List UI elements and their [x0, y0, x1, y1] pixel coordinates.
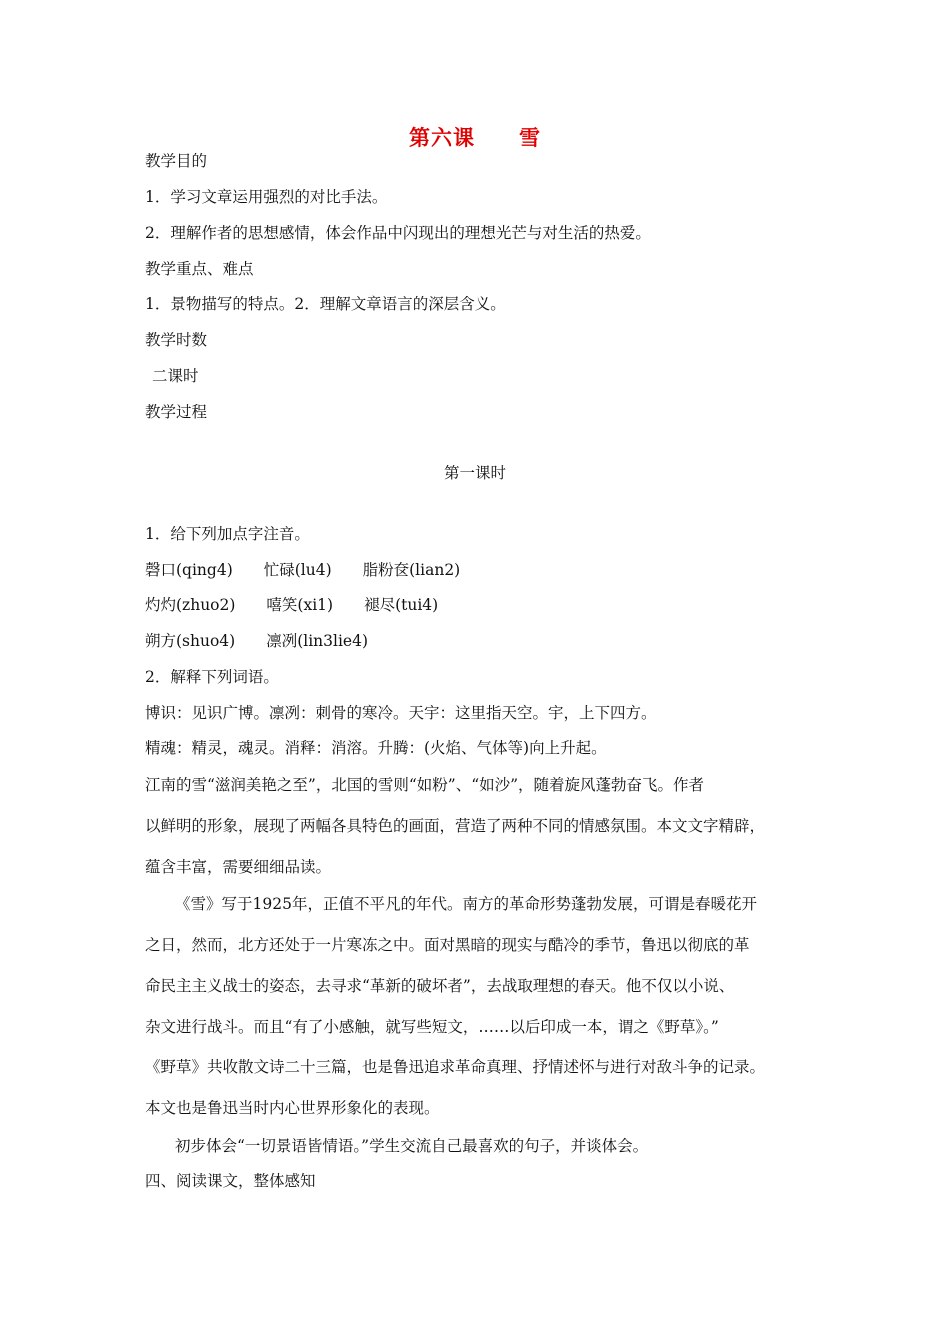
hours-heading: 教学时数	[145, 331, 208, 349]
para-2-line-5: 《野草》共收散文诗二十三篇，也是鲁迅追求革命真理、抒情述怀与进行对敌斗争的记录。	[145, 1058, 766, 1076]
pinyin-row-2: 灼灼(zhuo2) 嘻笑(xi1) 褪尽(tui4)	[145, 596, 439, 614]
key-points-heading: 教学重点、难点	[145, 260, 254, 278]
hours-value: 二课时	[152, 367, 199, 385]
page-title: 第六课 雪	[409, 126, 541, 150]
pinyin-row-3: 朔方(shuo4) 凛冽(lin3lie4)	[145, 632, 369, 650]
task-1: 1．给下列加点字注音。	[145, 525, 310, 543]
objectives-heading: 教学目的	[145, 152, 208, 170]
vocab-2: 精魂：精灵，魂灵。消释：消溶。升腾：(火焰、气体等)向上升起。	[145, 739, 607, 757]
para-2-line-1b: ，可谓是春暖花开	[632, 895, 757, 913]
para-2-line-2: 之日，然而，北方还处于一片寒冻之中。面对黑暗的现实与酷冷的季节，鲁迅以彻底的革	[145, 936, 750, 954]
pinyin-row-1: 磬口(qing4) 忙碌(lu4) 脂粉奁(lian2)	[145, 561, 461, 579]
para-1-line-2: 以鲜明的形象，展现了两幅各具特色的画面，营造了两种不同的情感氛围。本文文字精辟，	[145, 817, 766, 835]
para-2-line-1a: 《雪》写于1925年，正值不平凡的年代。南方的革命形势蓬勃发展	[175, 895, 633, 913]
objective-1: 1．学习文章运用强烈的对比手法。	[145, 188, 388, 206]
task-2: 2．解释下列词语。	[145, 668, 279, 686]
para-2-line-4: 杂文进行战斗。而且“有了小感触，就写些短文，……以后印成一本，谓之《野草》。”	[145, 1018, 719, 1036]
para-2-line-3: 命民主主义战士的姿态，去寻求“革新的破坏者”，去战取理想的春天。他不仅以小说、	[145, 977, 735, 995]
key-points: 1．景物描写的特点。2．理解文章语言的深层含义。	[145, 295, 506, 313]
para-1-line-3: 蕴含丰富，需要细细品读。	[145, 858, 332, 876]
para-1-line-1: 江南的雪“滋润美艳之至”，北国的雪则“如粉”、“如沙”，随着旋风蓬勃奋飞。作者	[145, 776, 705, 794]
objective-2: 2．理解作者的思想感情，体会作品中闪现出的理想光芒与对生活的热爱。	[145, 224, 651, 242]
lesson-one-heading: 第一课时	[443, 464, 506, 482]
section-4-heading: 四、阅读课文，整体感知	[145, 1172, 316, 1190]
para-2-line-1	[175, 897, 757, 913]
vocab-1: 博识：见识广博。凛冽：刺骨的寒冷。天宇：这里指天空。宇，上下四方。	[145, 704, 657, 722]
process-heading: 教学过程	[145, 403, 208, 421]
para-2-line-6: 本文也是鲁迅当时内心世界形象化的表现。	[145, 1099, 440, 1117]
para-3: 初步体会“一切景语皆情语。”学生交流自己最喜欢的句子，并谈体会。	[175, 1137, 649, 1155]
